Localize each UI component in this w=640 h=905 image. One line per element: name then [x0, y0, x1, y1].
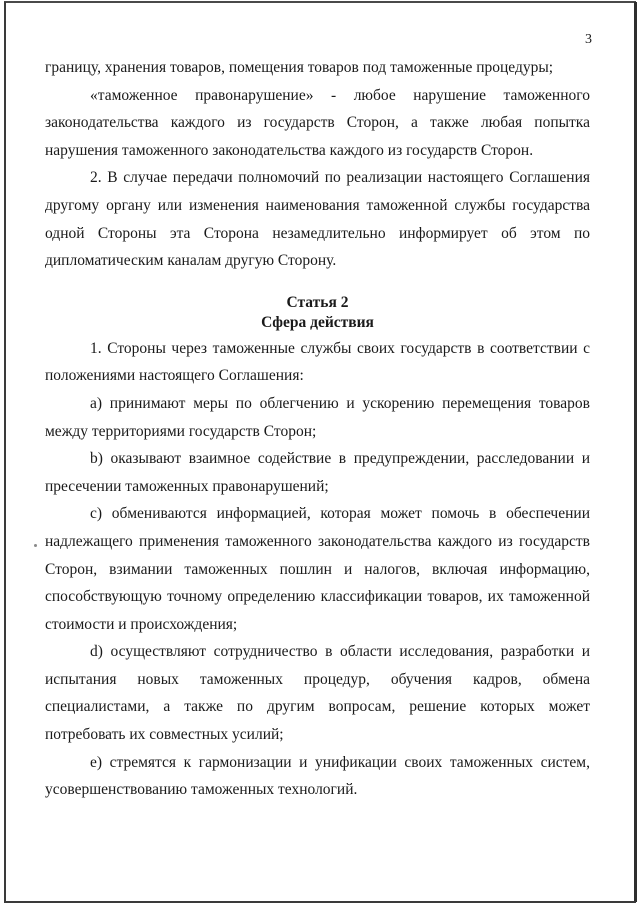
paragraph-definition: «таможенное правонарушение» - любое нарушение таможенного законодательства каждого из государств Сторон, а также любая попытка нарушения таможенного законодательства каждого из государств Сторон.	[45, 86, 590, 159]
scan-border-left	[4, 2, 6, 902]
scan-speck	[34, 544, 37, 547]
list-item-d: d) осуществляют сотрудничество в области исследования, разработки и испытания новых таможенных процедур, обучения кадров, обмена специалистами, а также по другим вопросам, решение которых может потребовать их совместных усилий;	[45, 643, 590, 744]
paragraph-article-1: 1. Стороны через таможенные службы своих государств в соответствии с положениями настоящего Соглашения:	[45, 339, 590, 385]
list-item-c: c) обмениваются информацией, которая может помочь в обеспечении надлежащего применения таможенного законодательства каждого из государств Сторон, взимании таможенных пошлин и налогов, включая информацию, способствующую точному определению классификации товаров, их таможенной стоимости и происхождения;	[45, 505, 590, 633]
list-item-e: e) стремятся к гармонизации и унификации своих таможенных систем, усовершенствованию таможенных технологий.	[45, 753, 590, 799]
scan-border-top	[4, 1, 636, 3]
article-title: Сфера действия	[261, 313, 374, 331]
paragraph-continuation: границу, хранения товаров, помещения товаров под таможенные процедуры;	[45, 59, 554, 76]
document-body	[45, 54, 590, 804]
article-number: Статья 2	[286, 293, 349, 311]
paragraph-clause-2: 2. В случае передачи полномочий по реализации настоящего Соглашения другому органу или изменения наименования таможенной службы государства одной Стороны эта Сторона незамедлительно информирует об этом по дипломатическим каналам другую Сторону.	[45, 169, 590, 270]
page-number: 3	[585, 32, 592, 47]
article-heading	[45, 293, 590, 333]
list-item-b: b) оказывают взаимное содействие в предупреждении, расследовании и пресечении таможенных правонарушений;	[45, 450, 590, 495]
scan-border-bottom	[4, 901, 636, 903]
scan-border-right	[634, 2, 637, 902]
list-item-a: a) принимают меры по облегчению и ускорению перемещения товаров между территориями государств Сторон;	[45, 394, 590, 440]
